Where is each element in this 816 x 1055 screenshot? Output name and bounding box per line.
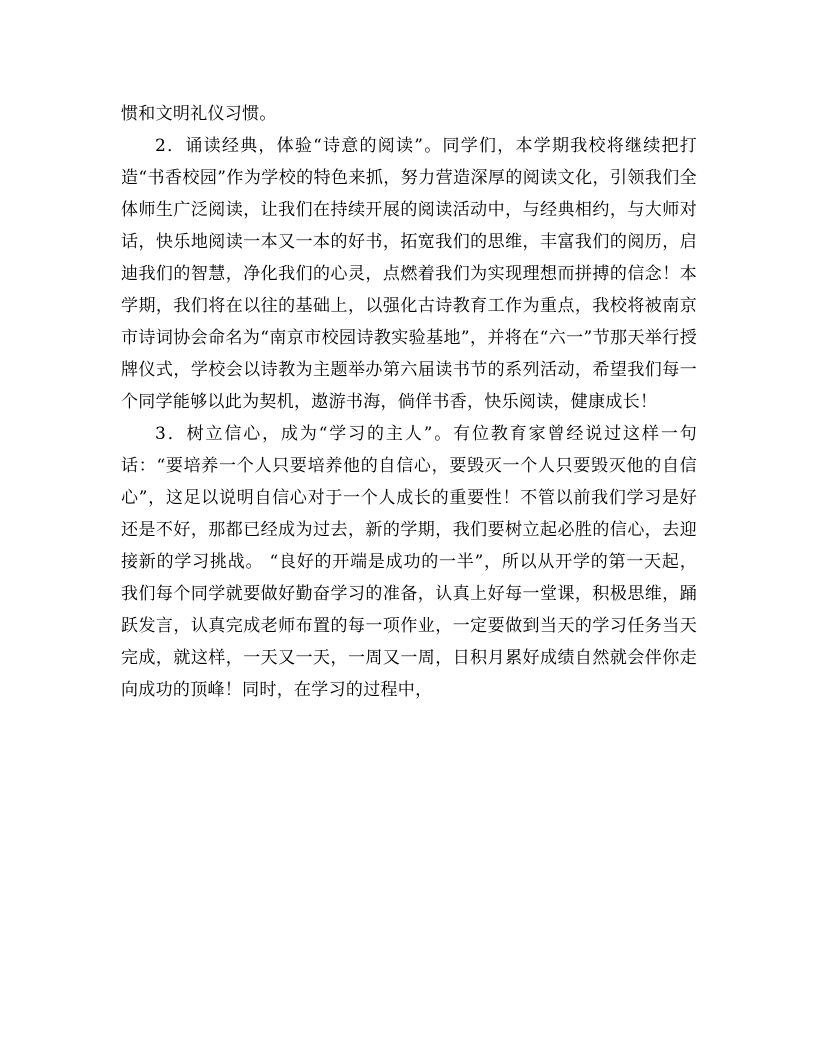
paragraph-continuation: 惯和文明礼仪习惯。 xyxy=(121,104,277,124)
paragraph-item-2: 2．诵读经典，体验“诗意的阅读”。同学们，本学期我校将继续把打造“书香校园”作为学校的特色来抓，努力营造深厚的阅读文化，引领我们全体师生广泛阅读，让我们在持续开展的阅读活动中，与经典相约，与大师对话，快乐地阅读一本又一本的好书，拓宽我们的思维，丰富我们的阅历，启迪我们的智慧，净化我们的心灵，点燃着我们为实现理想而拼搏的信念！本学期，我们将在以往的基础上，以强化古诗教育工作为重点，我校将被南京市诗词协会命名为“南京市校园诗教实验基地”，并将在“六一”节那天举行授牌仪式，学校会以诗教为主题举办第六届读书节的系列活动，希望我们每一个同学能够以此为契机，遨游书海，倘佯书香，快乐阅读，健康成长！ xyxy=(121,136,697,412)
paragraph-item-3: 3．树立信心，成为“学习的主人”。有位教育家曾经说过这样一句话：“要培养一个人只要培养他的自信心，要毁灭一个人只要毁灭他的自信心”，这足以说明自信心对于一个人成长的重要性！不管以前我们学习是好还是不好，那都已经成为过去，新的学期，我们要树立起必胜的信心，去迎接新的学习挑战。 “良好的开端是成功的一半”，所以从开学的第一天起，我们每个同学就要做好勤奋学习的准备，认真上好每一堂课，积极思维，踊跃发言，认真完成老师布置的每一项作业，一定要做到当天的学习任务当天完成，就这样，一天又一天，一周又一周，日积月累好成绩自然就会伴你走向成功的顶峰！同时，在学习的过程中， xyxy=(121,424,697,700)
document-body xyxy=(121,98,697,706)
